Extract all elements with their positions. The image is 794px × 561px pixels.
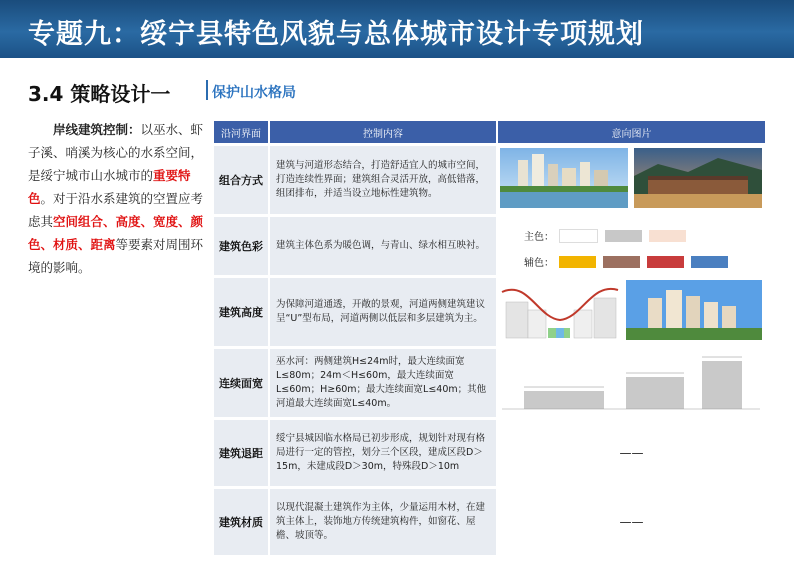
accent-color-swatch <box>691 256 728 268</box>
table-row <box>214 420 767 486</box>
main-color-swatch <box>649 230 686 242</box>
intro-text-1: 以巫水、虾子溪、哨溪为核心的水系空间，是绥宁城市山水城市的 <box>28 122 204 183</box>
frontage-width-diagram <box>498 349 764 413</box>
title-divider <box>206 80 208 100</box>
intro-highlight-1: 重要特色 <box>28 168 191 206</box>
color-palette-cell <box>498 217 767 275</box>
accent-color-row <box>524 251 765 267</box>
row-content: 建筑主体色系为暖色调，与青山、绿水相互映衬。 <box>270 217 498 275</box>
table-row <box>214 349 767 417</box>
row-label: 建筑材质 <box>214 489 270 555</box>
accent-color-swatch <box>603 256 640 268</box>
intro-lead: 岸线建筑控制： <box>53 122 141 137</box>
accent-color-swatch <box>559 256 596 268</box>
main-color-swatch <box>559 229 598 243</box>
row-label: 组合方式 <box>214 146 270 214</box>
table-row <box>214 278 767 346</box>
row-label: 连续面宽 <box>214 349 270 417</box>
row-content: 绥宁县城因临水格局已初步形成，规划针对现有格局进行一定的管控，划分三个区段，建成区段D＞15m，未建成段D＞30m，特殊段D＞10m <box>270 420 498 486</box>
intro-highlight-2: 空间组合、高度、宽度、颜色、材质、距离 <box>28 214 204 252</box>
intro-text-2: 。对于沿水系建筑的空置应考虑其 <box>28 191 204 229</box>
row-content: 建筑与河道形态结合，打造舒适宜人的城市空间，打造连续性界面；建筑组合灵活开放，高低错落，组团排布，并适当设立地标性建筑物。 <box>270 146 498 214</box>
main-color-label: 主色： <box>524 232 554 243</box>
main-color-row <box>524 225 765 241</box>
header-cell: 意向图片 <box>498 121 767 143</box>
section-subtitle: 保护山水格局 <box>212 85 296 101</box>
intro-text-3: 等要素对周围环境的影响。 <box>28 237 204 275</box>
accent-color-label: 辅色： <box>524 258 554 269</box>
row-image-placeholder: —— <box>498 420 767 486</box>
row-image-cell <box>498 278 767 346</box>
main-color-swatch <box>605 230 642 242</box>
row-content: 巫水河：两侧建筑H≤24m时，最大连续面宽L≤80m；24m＜H≤60m，最大连续面宽L≤60m；H≥60m；最大连续面宽L≤40m；其他河道最大连续面宽L≤40m。 <box>270 349 498 417</box>
row-content: 为保障河道通透，开敞的景观，河道两侧建筑建议呈“U”型布局，河道两侧以低层和多层建筑为主。 <box>270 278 498 346</box>
header-cell: 控制内容 <box>270 121 498 143</box>
row-content: 以现代混凝土建筑作为主体，少量运用木材，在建筑主体上，装饰地方传统建筑构件，如窗花、屋檐、坡顶等。 <box>270 489 498 555</box>
waterfront-photos <box>498 146 764 210</box>
table-header-row <box>214 121 767 143</box>
table-row <box>214 146 767 214</box>
table-row <box>214 217 767 275</box>
intro-paragraph <box>28 118 210 279</box>
row-label: 建筑高度 <box>214 278 270 346</box>
row-label: 建筑退距 <box>214 420 270 486</box>
height-layout-diagrams <box>498 278 764 342</box>
row-image-cell <box>498 349 767 417</box>
accent-color-swatch <box>647 256 684 268</box>
header-banner <box>0 0 794 58</box>
row-image-placeholder: —— <box>498 489 767 555</box>
header-cell: 沿河界面 <box>214 121 270 143</box>
row-image-cell <box>498 146 767 214</box>
section-title: 3.4 策略设计一 <box>28 82 171 106</box>
table-row <box>214 489 767 555</box>
strategy-table <box>214 118 767 558</box>
row-label: 建筑色彩 <box>214 217 270 275</box>
page-title: 专题九：绥宁县特色风貌与总体城市设计专项规划 <box>28 19 644 50</box>
